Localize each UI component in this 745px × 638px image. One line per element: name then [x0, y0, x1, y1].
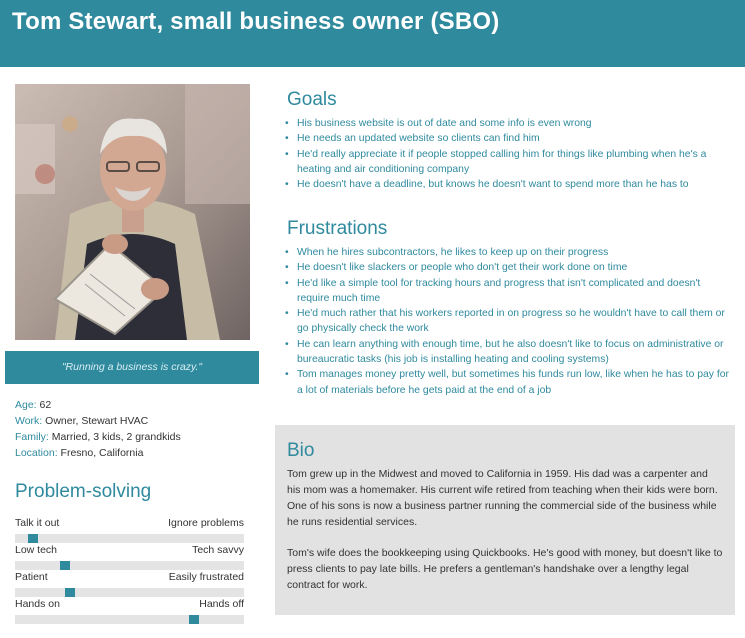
frustrations-list: [283, 245, 733, 398]
goal-item: • He doesn't have a deadline, but knows he doesn't want to spend more than he has to: [283, 177, 733, 192]
scale-marker: [60, 561, 70, 570]
frustration-item: • He'd much rather that his workers reported in on progress so he wouldn't have to call them or go physically check the work: [283, 306, 733, 337]
scale-left-label: Low tech: [15, 544, 58, 556]
persona-quote: "Running a business is crazy.": [5, 351, 259, 384]
scale-marker: [189, 615, 199, 624]
fact-label: Work:: [15, 415, 43, 427]
scale-track: [15, 534, 244, 543]
bio-panel: [275, 425, 735, 615]
problem-solving-title: Problem-solving: [15, 481, 152, 502]
frustration-item: • He'd like a simple tool for tracking hours and progress that isn't complicated and doesn't require much time: [283, 276, 733, 307]
scale-right-label: Hands off: [199, 598, 244, 610]
goal-item: • He'd really appreciate it if people stopped calling him for things like plumbing when he's a heating and air conditioning company: [283, 147, 733, 178]
fact-value: 62: [39, 399, 52, 411]
scale-left-label: Patient: [15, 571, 48, 583]
persona-photo: [15, 84, 250, 340]
fact-label: Location:: [15, 447, 58, 459]
scale-track: [15, 561, 244, 570]
page-header: [0, 0, 745, 67]
frustration-item: • He doesn't like slackers or people who don't get their work done on time: [283, 260, 733, 275]
fact-work: [15, 413, 181, 429]
goals-list: [283, 116, 733, 192]
scale-left-label: Talk it out: [15, 517, 60, 529]
scale-right-label: Tech savvy: [192, 544, 244, 556]
persona-facts: [15, 397, 181, 461]
scale-handson-vs-handsoff: [15, 598, 244, 632]
fact-value: Owner, Stewart HVAC: [45, 415, 149, 427]
frustration-item: • Tom manages money pretty well, but sometimes his funds run low, like when he has to pay for a lot of materials before he gets paid at the end of a job: [283, 367, 733, 398]
goal-item: • He needs an updated website so clients can find him: [283, 131, 733, 146]
bio-title: Bio: [287, 440, 315, 461]
goal-item: • His business website is out of date and some info is even wrong: [283, 116, 733, 131]
fact-value: Married, 3 kids, 2 grandkids: [51, 431, 181, 443]
frustrations-title: Frustrations: [287, 218, 388, 239]
page-title: Tom Stewart, small business owner (SBO): [12, 8, 500, 35]
fact-family: [15, 429, 181, 445]
scale-track: [15, 615, 244, 624]
scale-track: [15, 588, 244, 597]
scale-marker: [28, 534, 38, 543]
scale-right-label: Ignore problems: [168, 517, 244, 529]
scale-marker: [65, 588, 75, 597]
frustration-item: • When he hires subcontractors, he likes to keep up on their progress: [283, 245, 733, 260]
fact-age: [15, 397, 181, 413]
scale-right-label: Easily frustrated: [168, 571, 244, 583]
scale-left-label: Hands on: [15, 598, 60, 610]
frustration-item: • He can learn anything with enough time, but he also doesn't like to focus on administrative or bureaucratic tasks (his job is installing heating and cooling systems): [283, 337, 733, 368]
bio-paragraph: Tom's wife does the bookkeeping using Quickbooks. He's good with money, but doesn't like to press clients to pay late bills. He prefers a gentleman's handshake over a lengthy legal contract for work.: [287, 547, 723, 591]
goals-title: Goals: [287, 89, 337, 110]
bio-paragraph: Tom grew up in the Midwest and moved to California in 1959. His dad was a carpenter and his mom was a homemaker. His current wife retired from teaching when their kids were born. One of his sons is now a business partner running the commercial side of the business while he runs residential services.: [287, 468, 718, 528]
fact-location: [15, 445, 181, 461]
fact-label: Age:: [15, 399, 37, 411]
fact-value: Fresno, California: [60, 447, 144, 459]
fact-label: Family:: [15, 431, 49, 443]
